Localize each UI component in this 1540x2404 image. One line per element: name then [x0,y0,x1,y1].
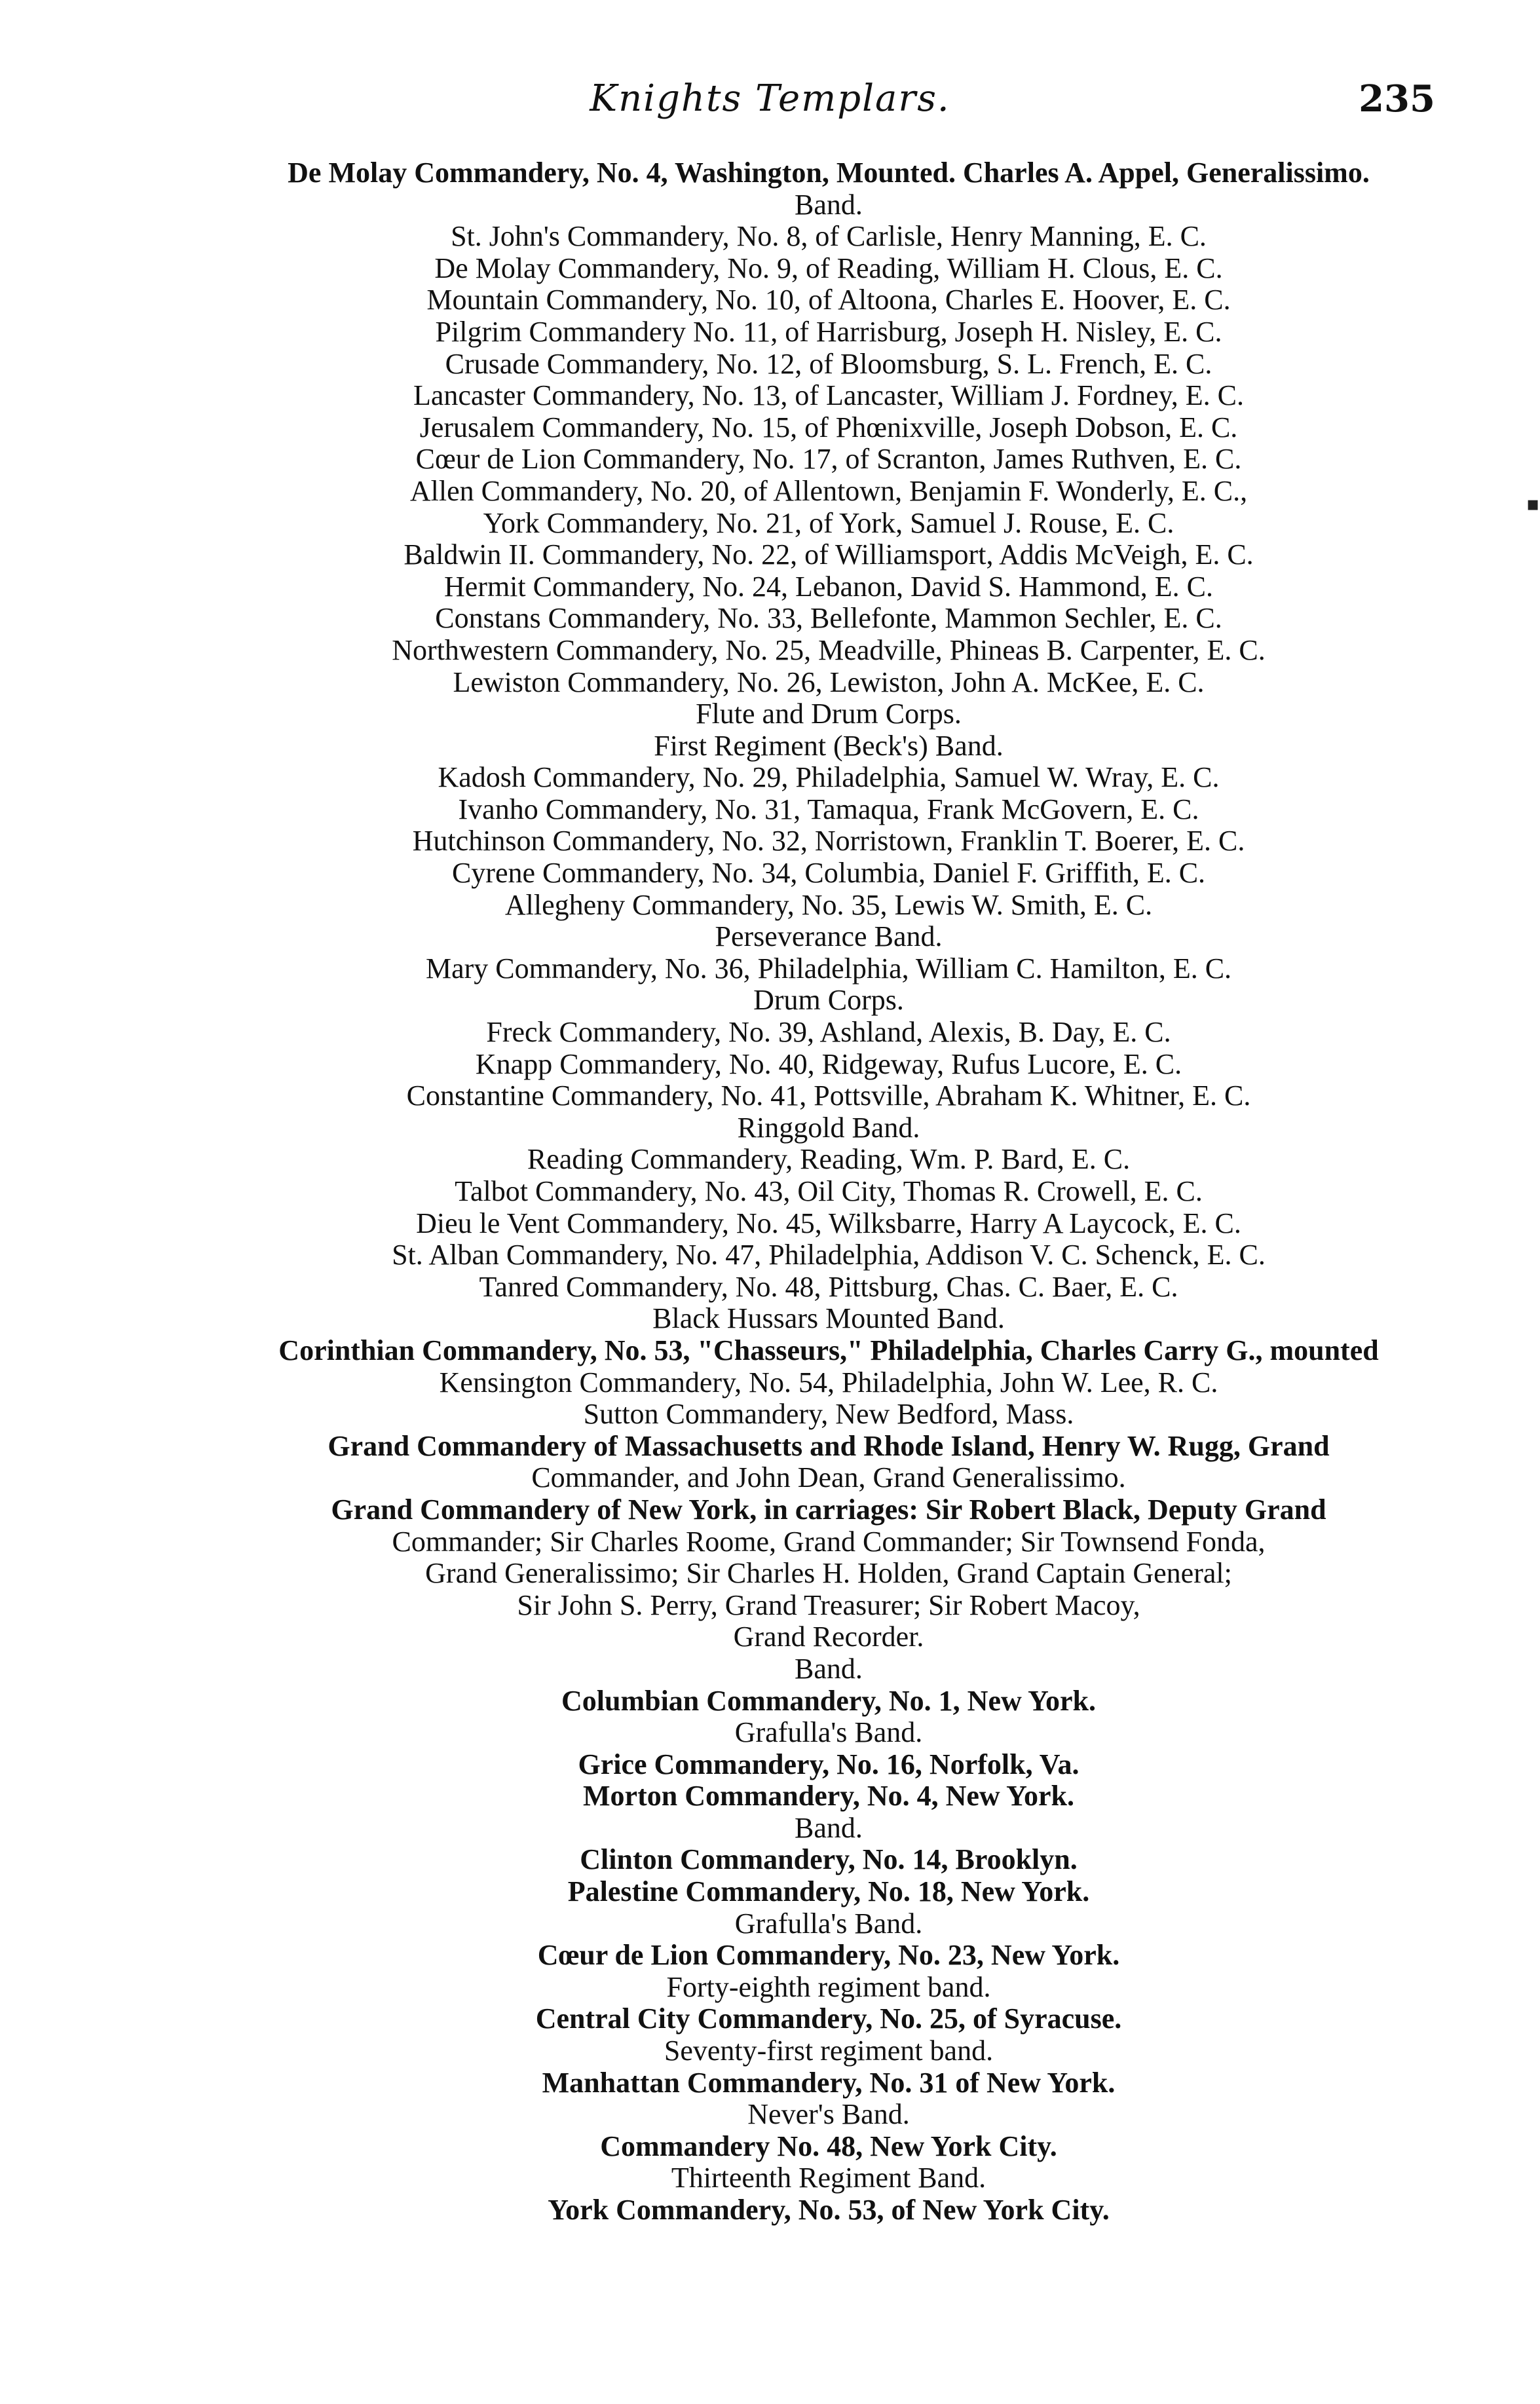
procession-entry: Grafulla's Band. [734,1907,923,1940]
procession-entry: Hermit Commandery, No. 24, Lebanon, David S. Hammond, E. C. [444,570,1213,603]
procession-entry: Kensington Commandery, No. 54, Philadelphia, John W. Lee, R. C. [439,1366,1218,1399]
procession-entry: York Commandery, No. 21, of York, Samuel J. Rouse, E. C. [483,506,1174,539]
procession-entry: Grafulla's Band. [734,1716,923,1749]
procession-entry: Flute and Drum Corps. [696,698,962,730]
procession-entry: Black Hussars Mounted Band. [652,1302,1005,1335]
procession-entry: Perseverance Band. [715,920,943,953]
procession-entry: Commandery No. 48, New York City. [600,2130,1057,2162]
procession-entry: York Commandery, No. 53, of New York City. [548,2194,1110,2226]
procession-entry: Commander; Sir Charles Roome, Grand Commander; Sir Townsend Fonda, [392,1525,1266,1558]
procession-entry: St. John's Commandery, No. 8, of Carlisle, Henry Manning, E. C. [451,220,1207,253]
procession-entry: Lancaster Commandery, No. 13, of Lancaster, William J. Fordney, E. C. [413,379,1245,412]
procession-entry: Reading Commandery, Reading, Wm. P. Bard, E. C. [527,1143,1131,1176]
procession-entry: Kadosh Commandery, No. 29, Philadelphia, Samuel W. Wray, E. C. [438,761,1220,794]
procession-entry: Thirteenth Regiment Band. [671,2162,986,2194]
procession-entry: Constantine Commandery, No. 41, Pottsville, Abraham K. Whitner, E. C. [406,1080,1251,1112]
procession-entry: Constans Commandery, No. 33, Bellefonte, Mammon Sechler, E. C. [435,602,1222,635]
procession-entry: Corinthian Commandery, No. 53, "Chasseurs," Philadelphia, Charles Carry G., mounted [278,1334,1379,1366]
procession-entry: Crusade Commandery, No. 12, of Bloomsburg, S. L. French, E. C. [445,347,1212,380]
procession-entry: Clinton Commandery, No. 14, Brooklyn. [580,1843,1078,1876]
procession-entry: Band. [795,1652,863,1685]
procession-entry: Northwestern Commandery, No. 25, Meadville, Phineas B. Carpenter, E. C. [392,633,1266,666]
procession-entry: Grand Recorder. [733,1621,924,1653]
procession-entry: First Regiment (Beck's) Band. [654,729,1004,762]
procession-entry: Cœur de Lion Commandery, No. 17, of Scranton, James Ruthven, E. C. [415,443,1242,476]
procession-entry: Manhattan Commandery, No. 31 of New York. [542,2066,1116,2099]
running-title: Knights Templars. [590,77,950,120]
procession-entry: Grand Commandery of Massachusetts and Rhode Island, Henry W. Rugg, Grand [328,1429,1330,1462]
procession-entry: Palestine Commandery, No. 18, New York. [567,1875,1090,1908]
procession-entry: Cyrene Commandery, No. 34, Columbia, Daniel F. Griffith, E. C. [451,857,1206,890]
procession-entry: Columbian Commandery, No. 1, New York. [561,1684,1097,1717]
procession-entry: Commander, and John Dean, Grand Generalissimo. [531,1461,1126,1494]
page-number: 235 [1359,77,1435,121]
procession-entry: Sutton Commandery, New Bedford, Mass. [583,1398,1074,1431]
procession-entry: Never's Band. [747,2098,910,2131]
procession-entry: Grice Commandery, No. 16, Norfolk, Va. [578,1748,1080,1780]
procession-entry: Allen Commandery, No. 20, of Allentown, Benjamin F. Wonderly, E. C., [409,474,1248,507]
procession-entry: Cœur de Lion Commandery, No. 23, New York. [537,1939,1120,1972]
procession-entry: Band. [795,1811,863,1844]
procession-entry: Grand Commandery of New York, in carriages: Sir Robert Black, Deputy Grand [331,1493,1326,1526]
procession-entry: Seventy-first regiment band. [664,2035,994,2067]
procession-entry: Central City Commandery, No. 25, of Syracuse. [535,2002,1122,2035]
procession-entry: Forty-eighth regiment band. [666,1970,991,2003]
procession-entry: Drum Corps. [753,984,904,1017]
procession-list [206,157,1451,2226]
procession-entry: Mary Commandery, No. 36, Philadelphia, William C. Hamilton, E. C. [425,952,1232,985]
procession-entry: De Molay Commandery, No. 9, of Reading, William H. Clous, E. C. [434,252,1223,284]
procession-entry: Ivanho Commandery, No. 31, Tamaqua, Frank McGovern, E. C. [458,793,1199,825]
procession-entry: Mountain Commandery, No. 10, of Altoona, Charles E. Hoover, E. C. [426,284,1231,316]
procession-entry: Band. [795,188,863,221]
procession-entry: Tanred Commandery, No. 48, Pittsburg, Chas. C. Baer, E. C. [479,1270,1178,1303]
procession-entry: Hutchinson Commandery, No. 32, Norristown, Franklin T. Boerer, E. C. [412,825,1245,857]
procession-entry: Morton Commandery, No. 4, New York. [583,1780,1074,1812]
procession-entry: Freck Commandery, No. 39, Ashland, Alexis, B. Day, E. C. [486,1016,1171,1049]
procession-entry: Talbot Commandery, No. 43, Oil City, Thomas R. Crowell, E. C. [455,1175,1203,1207]
procession-entry: Grand Generalissimo; Sir Charles H. Holden, Grand Captain General; [425,1557,1232,1590]
procession-entry: De Molay Commandery, No. 4, Washington, Mounted. Charles A. Appel, Generalissimo. [288,157,1370,189]
procession-entry: Dieu le Vent Commandery, No. 45, Wilksbarre, Harry A Laycock, E. C. [416,1207,1241,1239]
procession-entry: Knapp Commandery, No. 40, Ridgeway, Rufus Lucore, E. C. [475,1047,1182,1080]
procession-entry: Jerusalem Commandery, No. 15, of Phœnixville, Joseph Dobson, E. C. [419,411,1238,443]
procession-entry: Allegheny Commandery, No. 35, Lewis W. Smith, E. C. [504,888,1153,921]
procession-entry: Baldwin II. Commandery, No. 22, of Williamsport, Addis McVeigh, E. C. [404,538,1254,571]
procession-entry: St. Alban Commandery, No. 47, Philadelphia, Addison V. C. Schenck, E. C. [392,1239,1266,1271]
procession-entry: Lewiston Commandery, No. 26, Lewiston, John A. McKee, E. C. [453,666,1205,698]
procession-entry: Sir John S. Perry, Grand Treasurer; Sir Robert Macoy, [517,1588,1140,1621]
procession-entry: Ringgold Band. [737,1111,920,1144]
procession-entry: Pilgrim Commandery No. 11, of Harrisburg, Joseph H. Nisley, E. C. [435,315,1222,348]
margin-mark: ▪ [1526,493,1540,516]
